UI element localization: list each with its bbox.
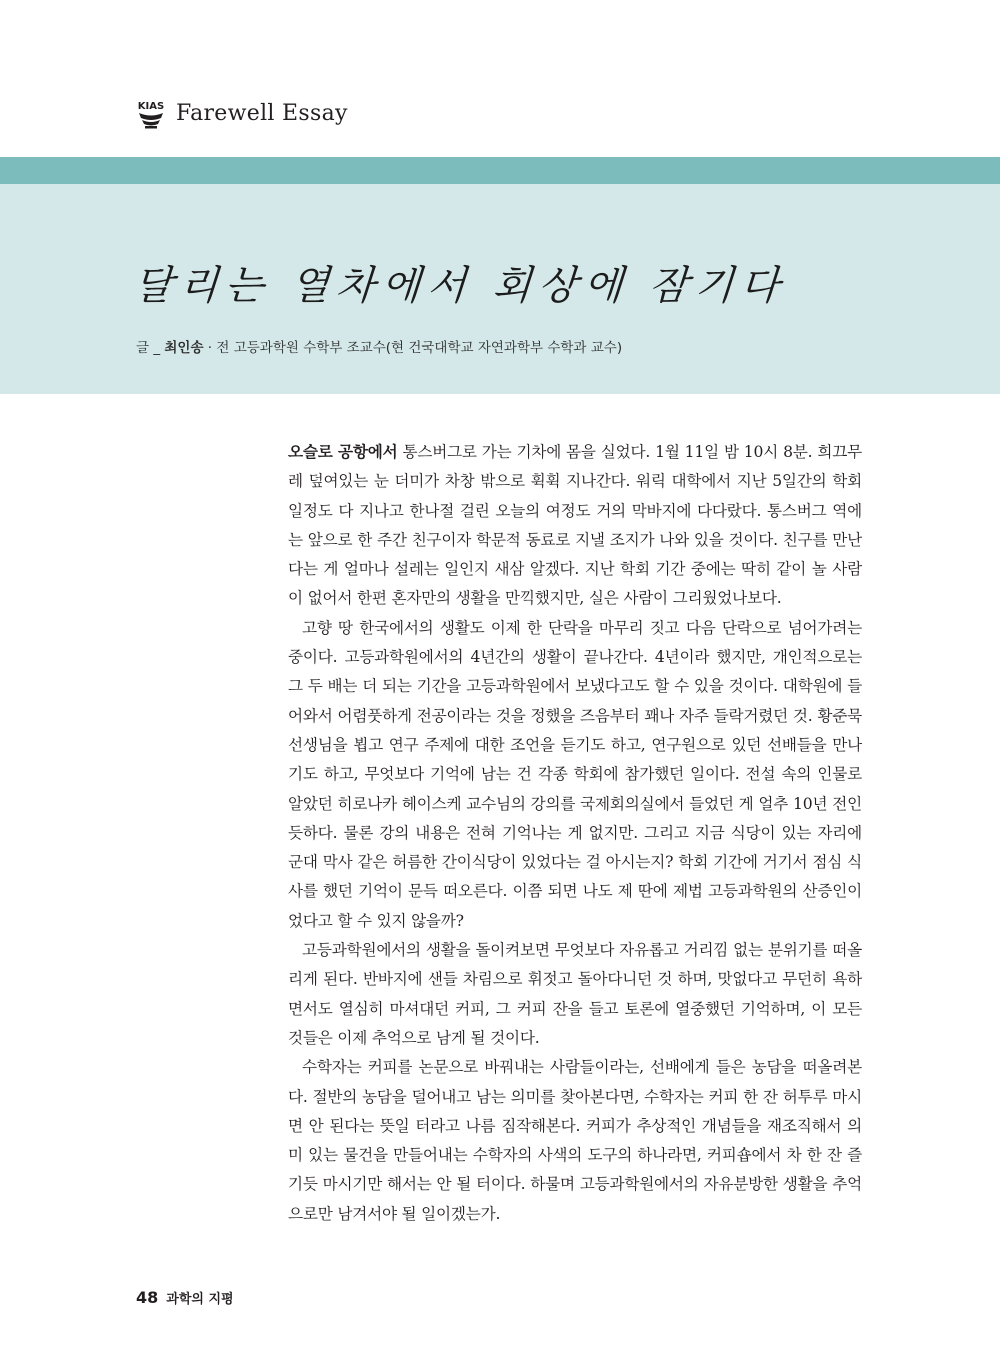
section-header	[136, 96, 348, 130]
page-footer	[136, 1288, 234, 1307]
byline-author: 최인송	[164, 340, 204, 356]
kias-logo-icon	[136, 96, 166, 130]
header-band-accent	[0, 157, 1000, 184]
paragraph-1-text: 통스버그로 가는 기차에 몸을 실었다. 1월 11일 밤 10시 8분. 희끄무레 덮여있는 눈 더미가 차창 밖으로 휙휙 지나간다. 워릭 대학에서 지난 5일간의 학회 일정도 다 지나고 한나절 걸린 오늘의 여정도 거의 막바지에 다다랐다. 통스버그 역에는 앞으로 한 주간 친구이자 학문적 동료로 지낼 조지가 나와 있을 것이다. 친구를 만난다는 게 얼마나 설레는 일인지 새삼 알겠다. 지난 학회 기간 중에는 딱히 같이 놀 사람이 없어서 한편 혼자만의 생활을 만끽했지만, 실은 사람이 그리웠었나보다.	[288, 443, 862, 608]
section-title: Farewell Essay	[176, 100, 348, 126]
article-body	[288, 438, 862, 1229]
paragraph-4: 수학자는 커피를 논문으로 바꿔내는 사람들이라는, 선배에게 들은 농담을 떠올려본다. 절반의 농담을 덜어내고 남는 의미를 찾아본다면, 수학자는 커피 한 잔 허투루 마시면 안 된다는 뜻일 터라고 나름 짐작해본다. 커피가 추상적인 개념들을 재조직해서 의미 있는 물건을 만들어내는 수학자의 사색의 도구의 하나라면, 커피숍에서 차 한 잔 즐기듯 마시기만 해서는 안 될 터이다. 하물며 고등과학원에서의 자유분방한 생활을 추억으로만 남겨서야 될 일이겠는가.	[288, 1058, 862, 1223]
svg-text:KIAS: KIAS	[137, 101, 165, 112]
paragraph-3: 고등과학원에서의 생활을 돌이켜보면 무엇보다 자유롭고 거리낌 없는 분위기를 떠올리게 된다. 반바지에 샌들 차림으로 휘젓고 돌아다니던 것 하며, 맛없다고 무던히 욕하면서도 열심히 마셔대던 커피, 그 커피 잔을 들고 토론에 열중했던 기억하며, 이 모든 것들은 이제 추억으로 남게 될 것이다.	[288, 941, 862, 1047]
byline	[136, 336, 622, 356]
paragraph-2: 고향 땅 한국에서의 생활도 이제 한 단락을 마무리 짓고 다음 단락으로 넘어가려는 중이다. 고등과학원에서의 4년간의 생활이 끝나간다. 4년이라 했지만, 개인적으로는 그 두 배는 더 되는 기간을 고등과학원에서 보냈다고도 할 수 있을 것이다. 대학원에 들어와서 어렴풋하게 전공이라는 것을 정했을 즈음부터 꽤나 자주 들락거렸던 것. 황준묵 선생님을 뵙고 연구 주제에 대한 조언을 듣기도 하고, 연구원으로 있던 선배들을 만나기도 하고, 무엇보다 기억에 남는 건 각종 학회에 참가했던 일이다. 전설 속의 인물로 알았던 히로나카 헤이스케 교수님의 강의를 국제회의실에서 들었던 게 얼추 10년 전인 듯하다. 물론 강의 내용은 전혀 기억나는 게 없지만. 그리고 지금 식당이 있는 자리에 군대 막사 같은 허름한 간이식당이 있었다는 걸 아시는지? 학회 기간에 거기서 점심 식사를 했던 기억이 문득 떠오른다. 이쯤 되면 나도 제 딴에 제법 고등과학원의 산증인이었다고 할 수 있지 않을까?	[288, 618, 862, 930]
byline-affiliation: · 전 고등과학원 수학부 조교수(현 건국대학교 자연과학부 수학과 교수)	[203, 340, 623, 356]
lead-in: 오슬로 공항에서	[288, 443, 398, 461]
paragraph-1	[288, 438, 862, 614]
article-title: 달리는 열차에서 회상에 잠기다	[132, 263, 788, 309]
publication-name: 과학의 지평	[166, 1292, 234, 1307]
byline-prefix: 글 _	[136, 340, 165, 356]
page-number: 48	[136, 1288, 159, 1307]
